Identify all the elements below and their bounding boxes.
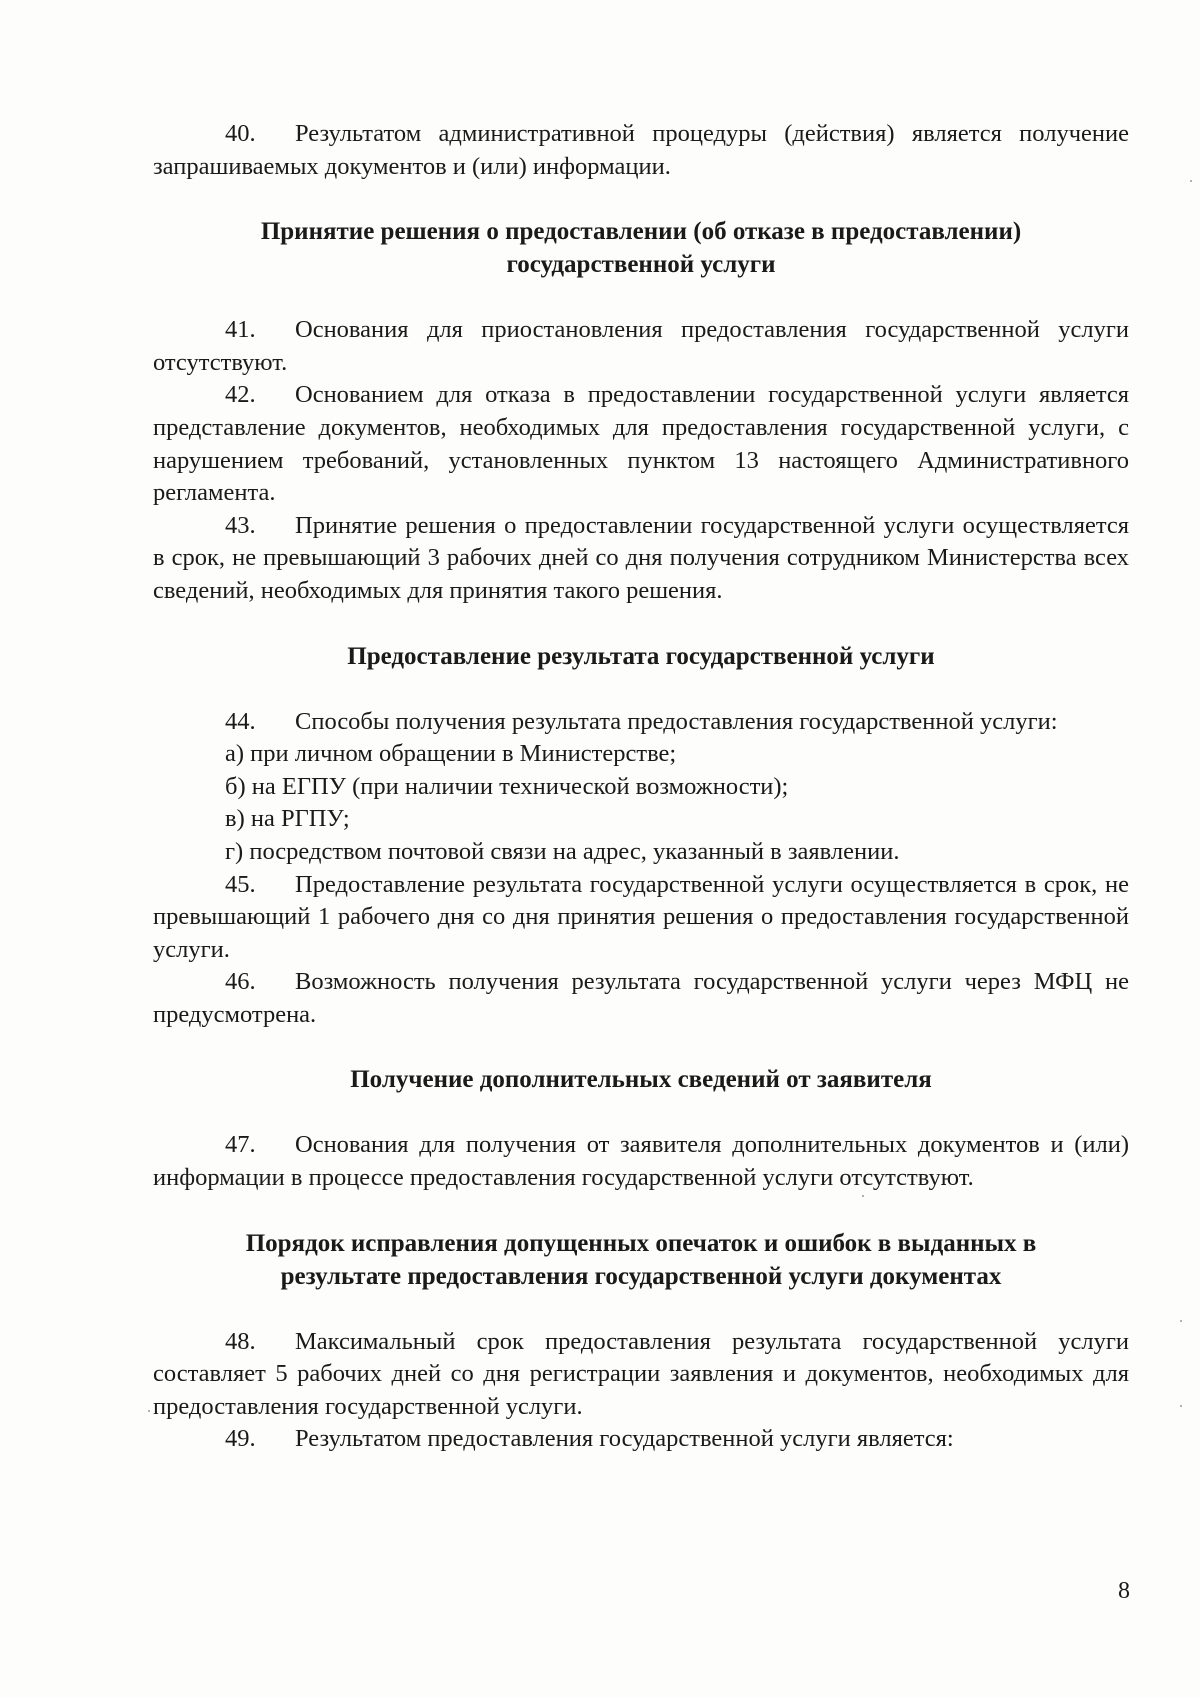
paragraph-text: Способы получения результата предоставления государственной услуги: xyxy=(295,707,1058,735)
heading-line: Предоставление результата государственной услуги xyxy=(347,642,935,670)
paragraph-48 xyxy=(153,1326,1129,1424)
section-heading-additional-info xyxy=(153,1063,1129,1096)
heading-line: результате предоставления государственной услуги документах xyxy=(280,1262,1002,1290)
paragraph-text: Результатом административной процедуры (действия) является получение запрашиваемых документов и (или) информации. xyxy=(153,120,1129,180)
paragraph-42 xyxy=(153,379,1129,509)
paragraph-43 xyxy=(153,510,1129,608)
paragraph-text: Основания для приостановления предоставления государственной услуги отсутствуют. xyxy=(153,316,1129,376)
heading-line: Принятие решения о предоставлении (об отказе в предоставлении) xyxy=(260,218,1022,246)
heading-line: государственной услуги xyxy=(506,251,776,279)
paragraph-41 xyxy=(153,314,1129,379)
paragraph-number: 41. xyxy=(225,316,256,344)
paragraph-40 xyxy=(153,118,1129,183)
section-heading-corrections xyxy=(153,1227,1129,1293)
paragraph-text: Принятие решения о предоставлении государственной услуги осуществляется в срок, не превышающий 3 рабочих дней со дня получения сотрудником Министерства всех сведений, необходимых для принятия такого решения. xyxy=(153,511,1129,604)
scan-speck xyxy=(1190,180,1192,182)
paragraph-text: Возможность получения результата государственной услуги через МФЦ не предусмотрена. xyxy=(153,968,1129,1028)
paragraph-text: Основанием для отказа в предоставлении государственной услуги является представление документов, необходимых для предоставления государственной услуги, с нарушением требований, установленных пунктом 13 настоящего Административного регламента. xyxy=(153,381,1129,507)
section-heading-decision xyxy=(153,215,1129,281)
heading-line: Порядок исправления допущенных опечаток и ошибок в выданных в xyxy=(245,1229,1037,1257)
paragraph-number: 49. xyxy=(225,1425,256,1453)
paragraph-number: 42. xyxy=(225,381,256,409)
list-item: б) на ЕГПУ (при наличии технической возможности); xyxy=(225,772,789,800)
paragraph-number: 47. xyxy=(225,1131,256,1159)
paragraph-46 xyxy=(153,966,1129,1031)
paragraph-number: 44. xyxy=(225,707,256,735)
paragraph-text: Максимальный срок предоставления результата государственной услуги составляет 5 рабочих дней со дня регистрации заявления и документов, необходимых для предоставления государственной услуги. xyxy=(153,1327,1129,1420)
list-item: в) на РГПУ; xyxy=(225,805,350,833)
paragraph-text: Основания для получения от заявителя дополнительных документов и (или) информации в процессе предоставления государственной услуги отсутствуют. xyxy=(153,1131,1129,1192)
scan-speck xyxy=(148,1410,150,1412)
paragraph-49 xyxy=(153,1423,1129,1456)
paragraph-number: 45. xyxy=(225,870,256,898)
paragraph-number: 48. xyxy=(225,1327,256,1355)
section-heading-result xyxy=(153,640,1129,673)
paragraph-44 xyxy=(153,706,1129,739)
page-number: 8 xyxy=(1118,1578,1130,1604)
paragraph-number: 43. xyxy=(225,511,256,539)
heading-line: Получение дополнительных сведений от заявителя xyxy=(350,1066,932,1094)
paragraph-text: Результатом предоставления государственной услуги является: xyxy=(295,1425,954,1453)
scan-speck xyxy=(1180,1320,1182,1322)
scan-speck xyxy=(862,1195,864,1197)
paragraph-47 xyxy=(153,1129,1129,1194)
paragraph-number: 40. xyxy=(225,120,256,147)
paragraph-number: 46. xyxy=(225,968,256,996)
list-item: а) при личном обращении в Министерстве; xyxy=(225,740,677,768)
scan-speck xyxy=(1180,1405,1182,1407)
page-content xyxy=(153,118,1129,1456)
list-item: г) посредством почтовой связи на адрес, указанный в заявлении. xyxy=(225,837,900,865)
paragraph-45 xyxy=(153,869,1129,967)
paragraph-text: Предоставление результата государственной услуги осуществляется в срок, не превышающий 1 рабочего дня со дня принятия решения о предоставления государственной услуги. xyxy=(153,870,1129,963)
